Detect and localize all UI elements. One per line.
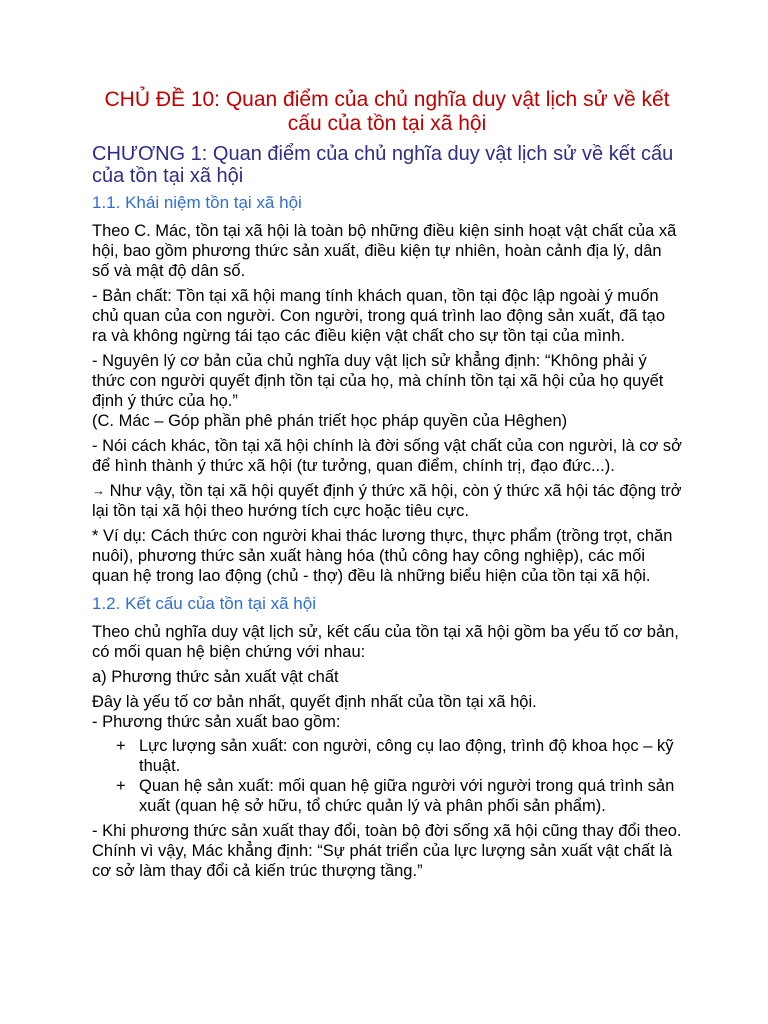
bullet-list xyxy=(92,736,682,816)
paragraph: - Phương thức sản xuất bao gồm: xyxy=(92,713,341,731)
subheading: a) Phương thức sản xuất vật chất xyxy=(92,668,339,686)
arrow-icon: → xyxy=(92,483,105,498)
paragraph: Đây là yếu tố cơ bản nhất, quyết định nhất của tồn tại xã hội. xyxy=(92,693,537,711)
document-title: CHỦ ĐỀ 10: Quan điểm của chủ nghĩa duy vật lịch sử về kết cấu của tồn tại xã hội xyxy=(104,88,670,135)
paragraph: - Nguyên lý cơ bản của chủ nghĩa duy vật lịch sử khẳng định: “Không phải ý thức con người quyết định tồn tại của họ, mà chính tồn tại xã hội của họ quyết định ý thức của họ.” xyxy=(92,352,664,410)
paragraph: - Nói cách khác, tồn tại xã hội chính là đời sống vật chất của con người, là cơ sở để hình thành ý thức xã hội (tư tưởng, quan điểm, chính trị, đạo đức...). xyxy=(92,437,682,475)
paragraph xyxy=(92,481,682,521)
chapter-heading: CHƯƠNG 1: Quan điểm của chủ nghĩa duy vật lịch sử về kết cấu của tồn tại xã hội xyxy=(92,143,674,187)
paragraph: Theo C. Mác, tồn tại xã hội là toàn bộ những điều kiện sinh hoạt vật chất của xã hội, bao gồm phương thức sản xuất, điều kiện tự nhiên, hoàn cảnh địa lý, dân số và mật độ dân số. xyxy=(92,222,677,280)
plus-bullet-icon: + xyxy=(116,737,126,755)
list-item-text: Quan hệ sản xuất: mối quan hệ giữa người với người trong quá trình sản xuất (quan hệ sở hữu, tổ chức quản lý và phân phối sản phẩm). xyxy=(139,777,675,815)
plus-bullet-icon: + xyxy=(116,777,126,795)
section-heading-1-1: 1.1. Khái niệm tồn tại xã hội xyxy=(92,193,302,212)
list-item xyxy=(92,736,682,776)
list-item-text: Lực lượng sản xuất: con người, công cụ lao động, trình độ khoa học – kỹ thuật. xyxy=(139,737,674,775)
paragraph: - Khi phương thức sản xuất thay đổi, toàn bộ đời sống xã hội cũng thay đổi theo. Chính vì vậy, Mác khẳng định: “Sự phát triển của lực lượng sản xuất vật chất là cơ sở làm thay đổi cả kiến trúc thượng tầng.” xyxy=(92,822,682,880)
paragraph: Theo chủ nghĩa duy vật lịch sử, kết cấu của tồn tại xã hội gồm ba yếu tố cơ bản, có mối quan hệ biện chứng với nhau: xyxy=(92,623,679,661)
paragraph: - Bản chất: Tồn tại xã hội mang tính khách quan, tồn tại độc lập ngoài ý muốn chủ quan của con người. Con người, trong quá trình lao động sản xuất, đã tạo ra và không ngừng tái tạo các điều kiện vật chất cho sự tồn tại của mình. xyxy=(92,287,666,345)
section-heading-1-2: 1.2. Kết cấu của tồn tại xã hội xyxy=(92,594,316,613)
paragraph-text: Như vậy, tồn tại xã hội quyết định ý thức xã hội, còn ý thức xã hội tác động trở lại tồn tại xã hội theo hướng tích cực hoặc tiêu cực. xyxy=(92,482,682,520)
example-paragraph: * Ví dụ: Cách thức con người khai thác lương thực, thực phẩm (trồng trọt, chăn nuôi), phương thức sản xuất hàng hóa (thủ công hay công nghiệp), các mối quan hệ trong lao động (chủ - thợ) đều là những biểu hiện của tồn tại xã hội. xyxy=(92,527,673,585)
list-item xyxy=(92,776,682,816)
citation: (C. Mác – Góp phần phê phán triết học pháp quyền của Hêghen) xyxy=(92,412,568,430)
